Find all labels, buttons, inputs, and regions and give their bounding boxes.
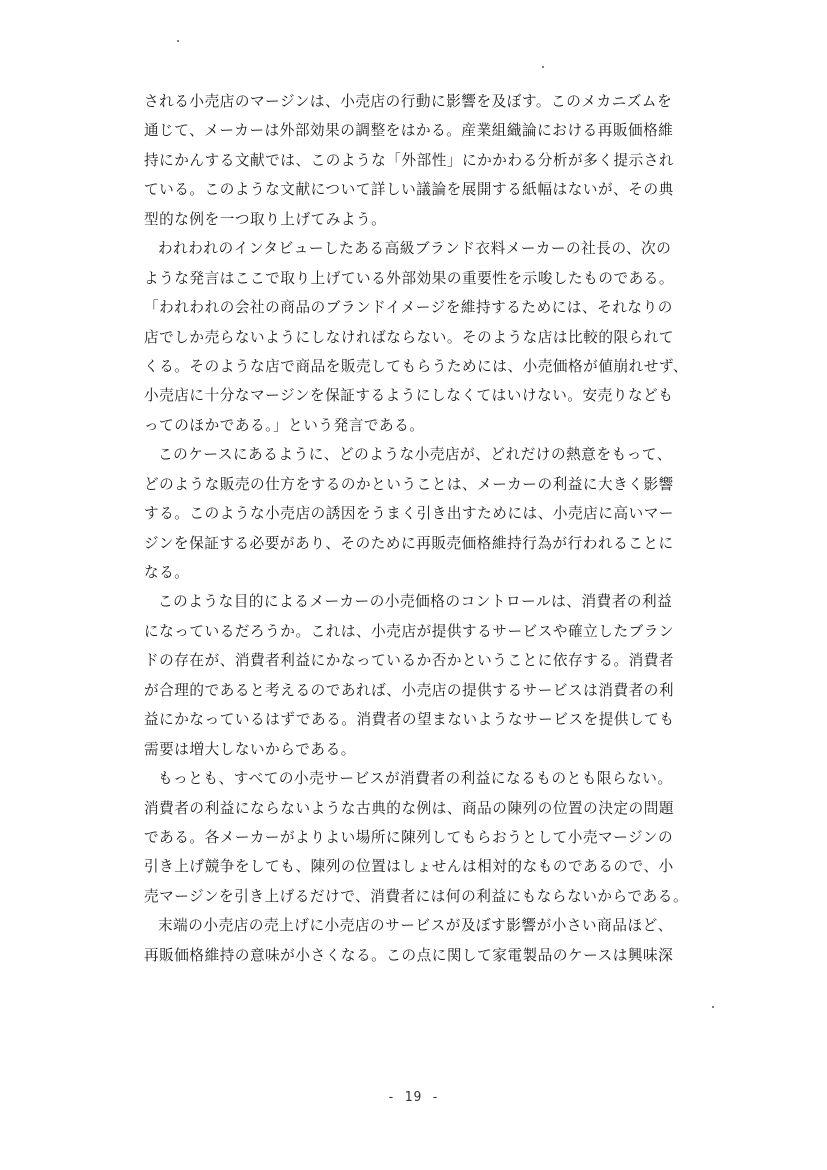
text-line: 店でしか売らないようにしなければならない。そのような店は比較的限られて <box>144 328 675 346</box>
text-line: 再販価格維持の意味が小さくなる。この点に関して家電製品のケースは興味深 <box>144 946 674 964</box>
text-line: ている。このような文献について詳しい議論を展開する紙幅はないが、その典 <box>144 181 674 199</box>
text-line: が合理的であると考えるのであれば、小売店の提供するサービスは消費者の利 <box>144 681 675 699</box>
text-line: 益にかなっているはずである。消費者の望まないようなサービスを提供しても <box>144 711 675 729</box>
paragraph-start-line: 末端の小売店の売上げに小売店のサービスが及ぼす影響が小さい商品ほど、 <box>158 917 673 935</box>
scan-speck <box>542 66 544 68</box>
text-line: ような発言はここで取り上げている外部効果の重要性を示唆したものである。 <box>144 269 675 287</box>
text-line: 需要は増大しないからである。 <box>144 740 356 758</box>
text-line: される小売店のマージンは、小売店の行動に影響を及ぼす。このメカニズムを <box>144 93 673 110</box>
text-line: 「われわれの会社の商品のブランドイメージを維持するためには、それなりの <box>144 299 673 317</box>
text-line: する。このような小売店の誘因をうまく引き出すためには、小売店に高いマー <box>144 505 675 523</box>
text-line: 小売店に十分なマージンを保証するようにしなくてはいけない。安売りなども <box>144 387 674 405</box>
paragraph-start-line: もっとも、すべての小売サービスが消費者の利益になるものとも限らない。 <box>158 770 673 788</box>
text-line: 通じて、メーカーは外部効果の調整をはかる。産業組織論における再販価格維 <box>144 122 674 140</box>
text-line: ジンを保証する必要があり、そのために再販売価格維持行為が行われることに <box>144 534 674 552</box>
text-line: どのような販売の仕方をするのかということは、メーカーの利益に大きく影響 <box>144 475 674 493</box>
text-line: 引き上げ競争をしても、陳列の位置はしょせんは相対的なものであるので、小 <box>144 858 674 876</box>
scan-speck <box>177 40 179 42</box>
text-line: 持にかんする文献では、このような「外部性」にかかわる分析が多く提示され <box>144 151 675 169</box>
text-line: ってのほかである。」という発言である。 <box>144 416 425 434</box>
text-line: 型的な例を一つ取り上げてみよう。 <box>144 210 387 228</box>
paragraph-start-line: このような目的によるメーカーの小売価格のコントロールは、消費者の利益 <box>158 593 673 611</box>
text-line: ドの存在が、消費者利益にかなっているか否かということに依存する。消費者 <box>144 652 675 670</box>
text-line: 消費者の利益にならないような古典的な例は、商品の陳列の位置の決定の問題 <box>144 799 675 817</box>
text-line: なる。 <box>144 564 190 581</box>
scan-speck <box>712 1006 714 1008</box>
page-number: - 19 - <box>387 1090 440 1105</box>
text-line: になっているだろうか。これは、小売店が提供するサービスや確立したブラン <box>144 622 675 640</box>
text-line: くる。そのような店で商品を販売してもらうためには、小売価格が値崩れせず、 <box>144 357 689 375</box>
paragraph-start-line: このケースにあるように、どのような小売店が、どれだけの熱意をもって、 <box>158 446 672 464</box>
body-text <box>144 87 704 970</box>
paragraph-start-line: われわれのインタビューしたある高級ブランド衣料メーカーの社長の、次の <box>158 240 672 258</box>
text-line: 売マージンを引き上げるだけで、消費者には何の利益にもならないからである。 <box>144 887 689 905</box>
text-line: である。各メーカーがよりよい場所に陳列してもらおうとして小売マージンの <box>144 828 674 846</box>
